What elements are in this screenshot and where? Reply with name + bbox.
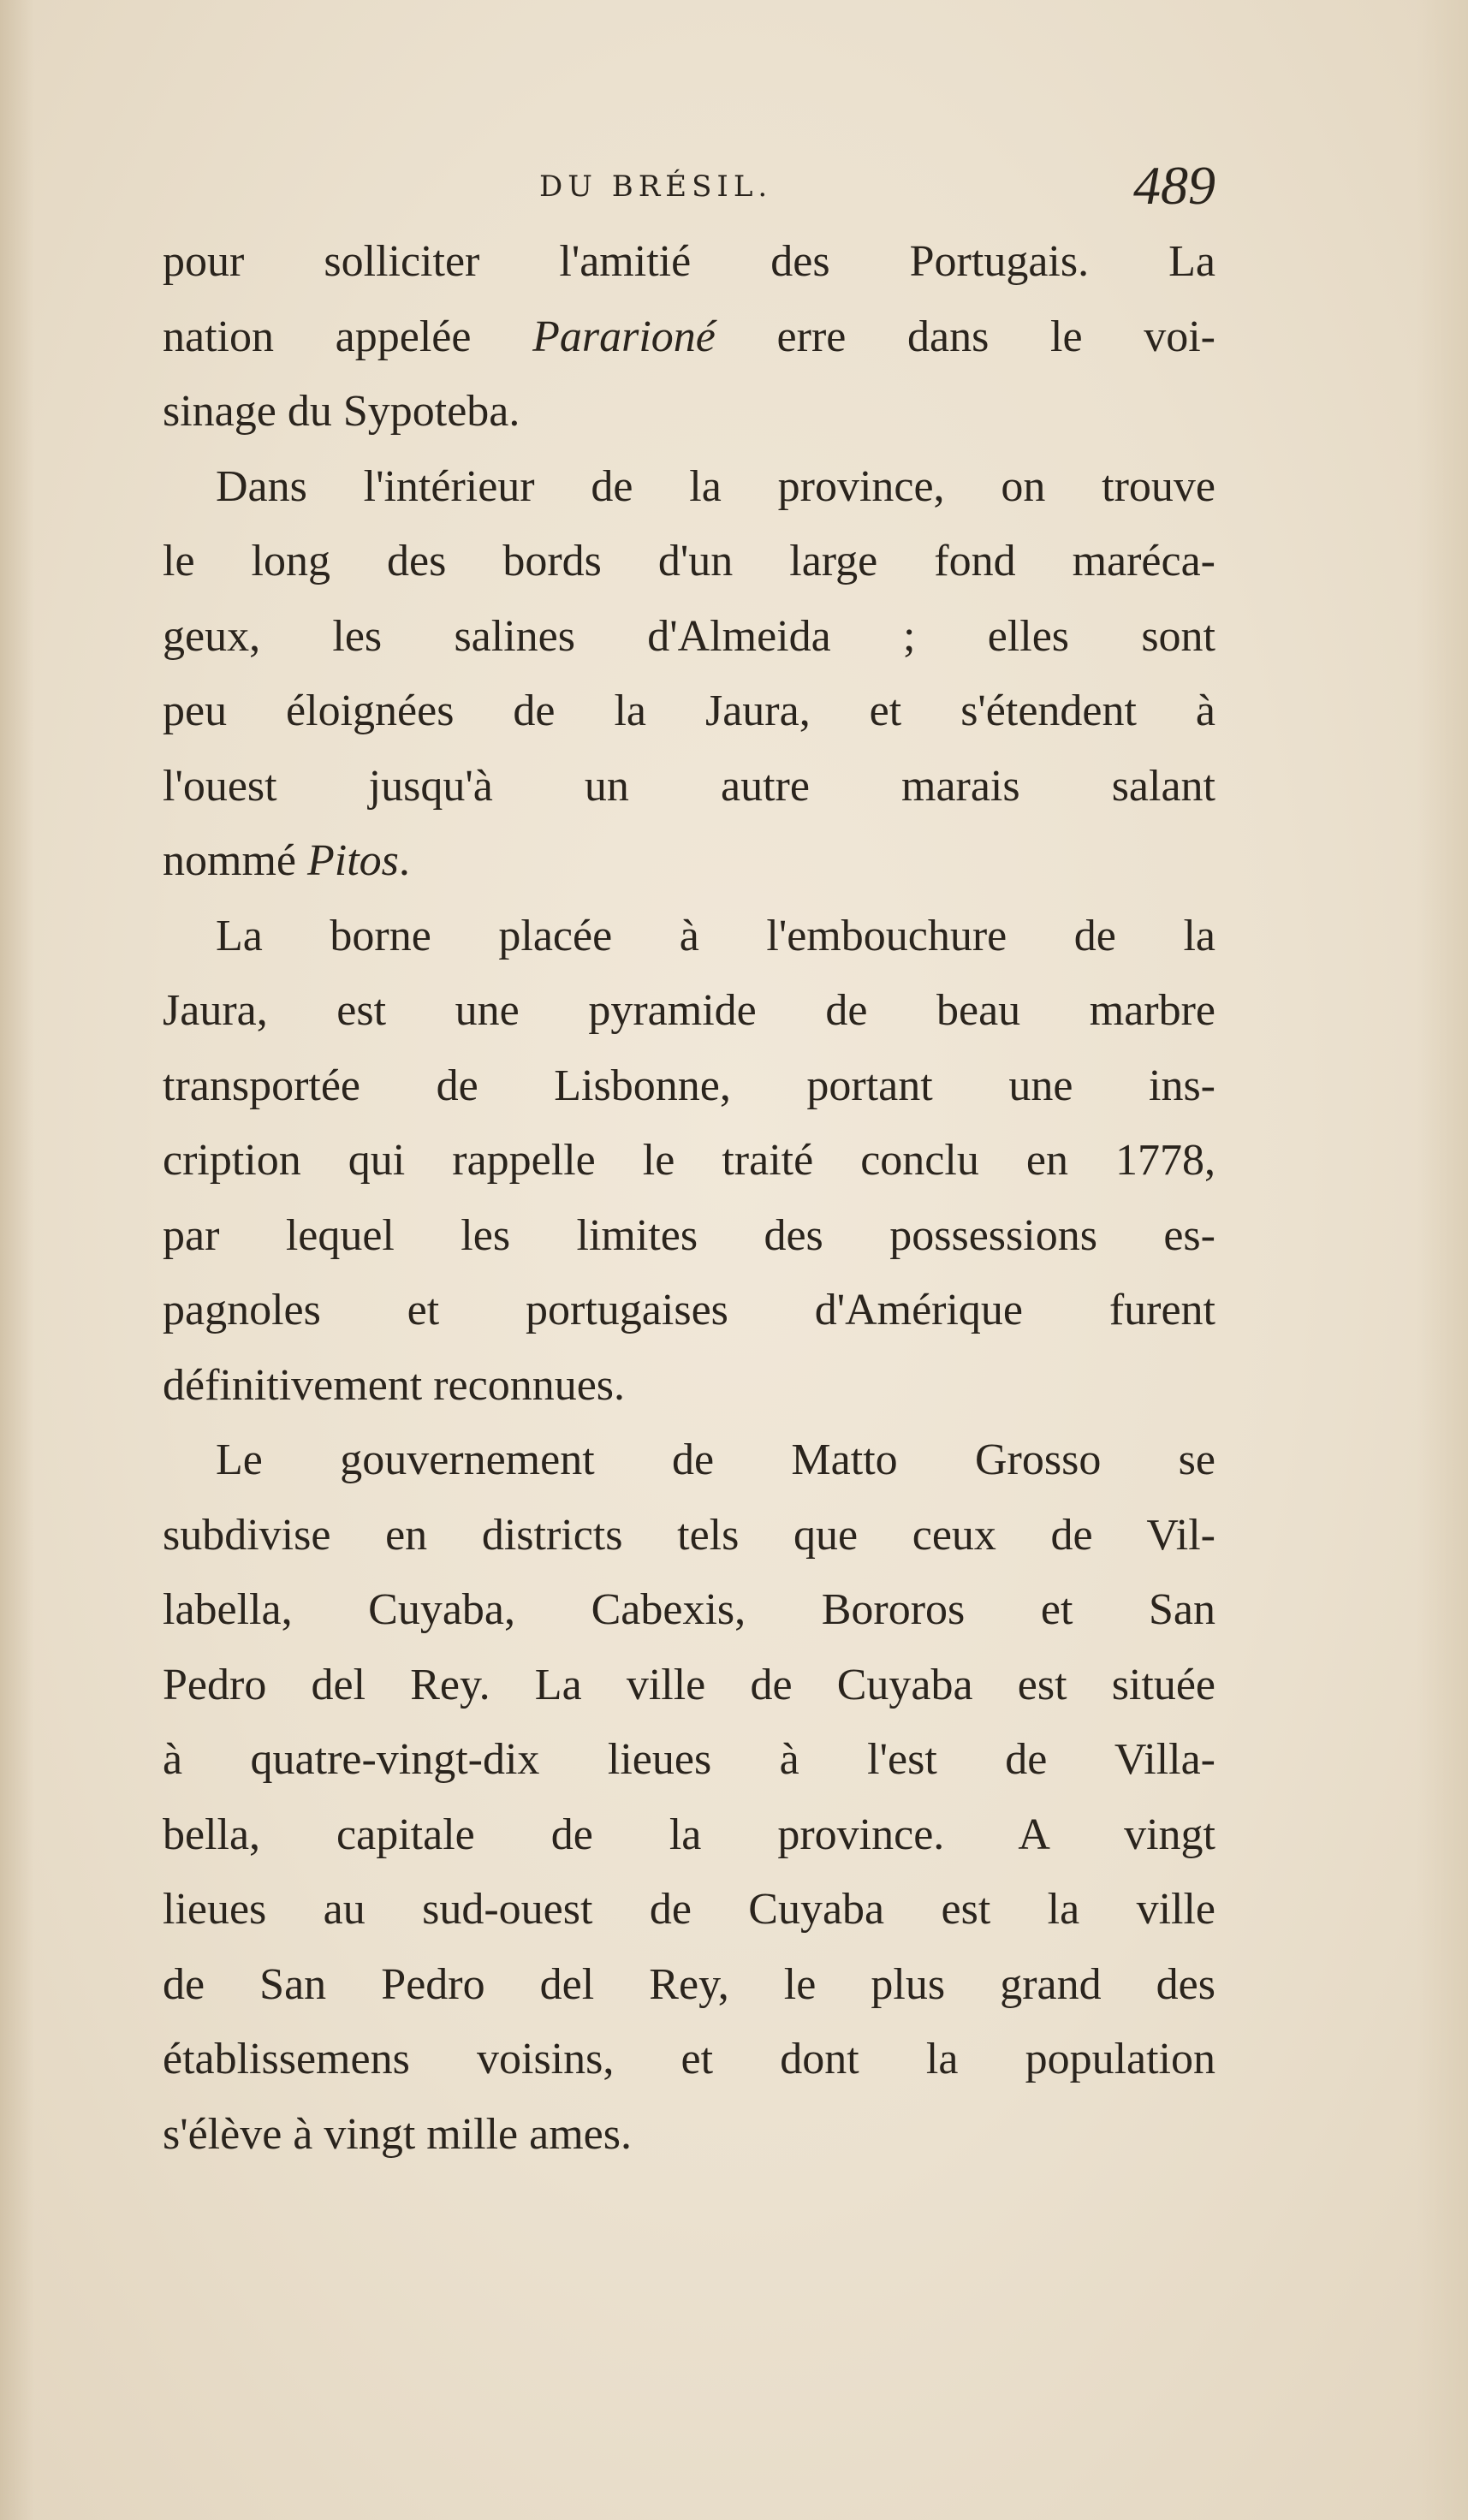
paragraph-2 (163, 449, 1215, 899)
text-line: Dans l'intérieur de la province, on trouve (216, 461, 1215, 511)
text-line: nation appelée Pararioné erre dans le voi- (163, 312, 1215, 361)
text-line: l'ouest jusqu'à un autre marais salant (163, 761, 1215, 811)
text-line: de San Pedro del Rey, le plus grand des (163, 1959, 1215, 2009)
running-head: DU BRÉSIL. (539, 169, 773, 204)
text-line: par lequel les limites des possessions es- (163, 1210, 1215, 1260)
text-line: le long des bords d'un large fond maréca- (163, 537, 1215, 585)
gutter-shadow (0, 0, 34, 2520)
text-line: établissemens voisins, et dont la population (163, 2035, 1215, 2083)
paragraph-1 (163, 224, 1215, 449)
text-line: geux, les salines d'Almeida ; elles sont (163, 611, 1215, 661)
text-line: bella, capitale de la province. A vingt (163, 1810, 1215, 1859)
text-line: peu éloignées de la Jaura, et s'étendent à (163, 686, 1215, 735)
text-line: nommé Pitos. (163, 836, 410, 885)
text-line: s'élève à vingt mille ames. (163, 2109, 632, 2159)
text-line: Le gouvernement de Matto Grosso se (216, 1435, 1215, 1484)
page-header (163, 154, 1215, 223)
text-line: Pedro del Rey. La ville de Cuyaba est située (163, 1660, 1215, 1709)
text-line: lieues au sud-ouest de Cuyaba est la ville (163, 1885, 1215, 1934)
text-line: Jaura, est une pyramide de beau marbre (163, 986, 1215, 1035)
text-line: labella, Cuyaba, Cabexis, Bororos et San (163, 1585, 1215, 1634)
text-line: pour solliciter l'amitié des Portugais. La (163, 237, 1215, 286)
text-line: cription qui rappelle le traité conclu en 1778, (163, 1136, 1215, 1185)
paragraph-3 (163, 899, 1215, 1423)
page-edge-shadow (1417, 0, 1468, 2520)
text-line: sinage du Sypoteba. (163, 387, 520, 436)
text-line: à quatre-vingt-dix lieues à l'est de Villa- (163, 1735, 1215, 1784)
body-text (163, 224, 1215, 2172)
text-line: définitivement reconnues. (163, 1360, 626, 1410)
paragraph-4 (163, 1423, 1215, 2172)
text-line: transportée de Lisbonne, portant une ins- (163, 1061, 1215, 1110)
text-line: subdivise en districts tels que ceux de Vil- (163, 1510, 1215, 1560)
text-line: La borne placée à l'embouchure de la (216, 911, 1215, 960)
text-line: pagnoles et portugaises d'Amérique furent (163, 1286, 1215, 1334)
page-number: 489 (1133, 155, 1215, 216)
